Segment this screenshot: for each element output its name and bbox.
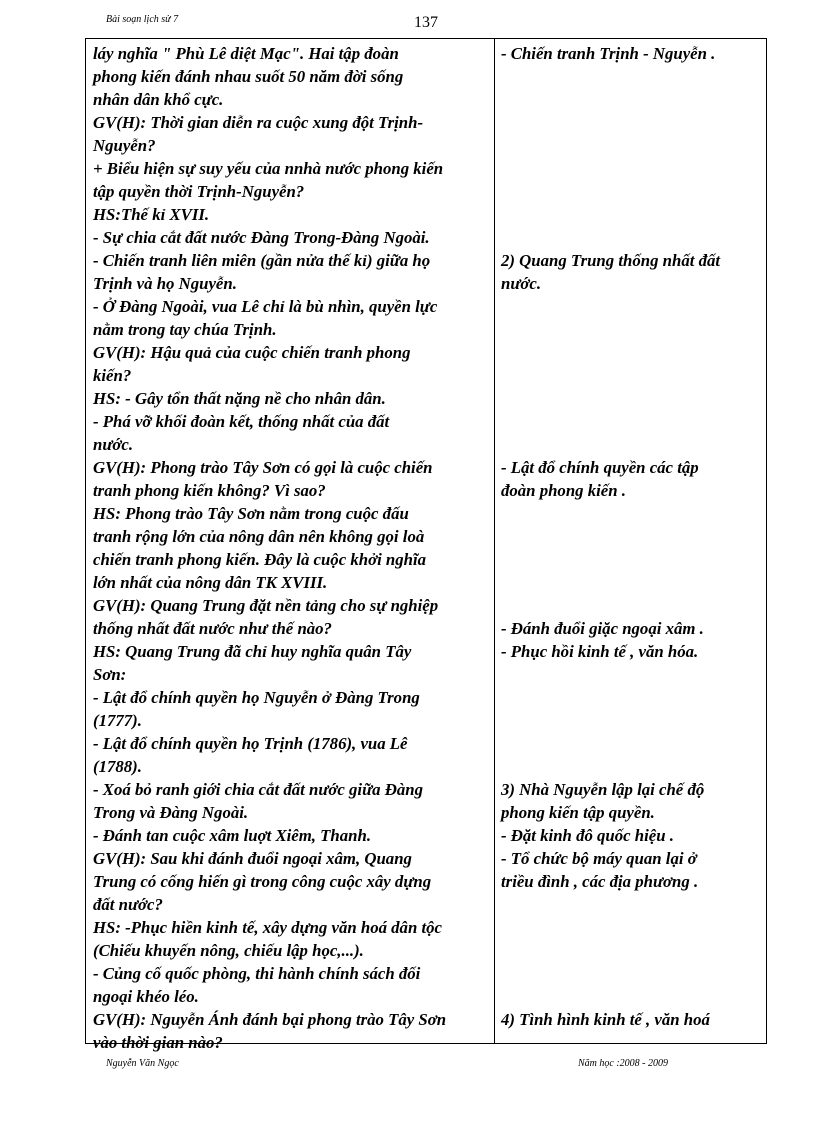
right-text-line: đoàn phong kiến .: [501, 481, 626, 500]
right-text-line: [501, 525, 763, 548]
right-text-line: [501, 939, 763, 962]
left-text-line: HS:Thế kỉ XVII.: [93, 205, 210, 224]
right-text-line: [501, 594, 763, 617]
content-column: [501, 42, 763, 1031]
right-text-line: [501, 157, 763, 180]
left-text-line: nhân dân khổ cực.: [93, 90, 224, 109]
right-text-line: [501, 709, 763, 732]
footer-school-year: Năm học :2008 - 2009: [578, 1058, 668, 1069]
right-text-line: [501, 203, 763, 226]
right-text-line: - Phục hồi kinh tế , văn hóa.: [501, 642, 699, 661]
right-text-line: [501, 341, 763, 364]
left-text-line: GV(H): Sau khi đánh đuổi ngoại xâm, Quang: [93, 849, 412, 868]
right-text-line: 4) Tình hình kinh tế , văn hoá: [501, 1010, 710, 1029]
right-text-line: 2) Quang Trung thống nhất đất: [501, 251, 721, 270]
left-text-line: phong kiến đánh nhau suốt 50 năm đời sống: [93, 67, 404, 86]
right-text-line: - Lật đổ chính quyền các tập: [501, 458, 699, 477]
right-text-line: [501, 433, 763, 456]
left-text-line: Trong và Đàng Ngoài.: [93, 803, 249, 822]
page-number: 137: [414, 14, 438, 31]
left-text-line: HS: - Gây tổn thất nặng nề cho nhân dân.: [93, 389, 386, 408]
left-text-line: GV(H): Hậu quả của cuộc chiến tranh phong: [93, 343, 411, 362]
left-text-line: Trung có cống hiến gì trong công cuộc xây dựng: [93, 872, 432, 891]
left-text-line: GV(H): Quang Trung đặt nền tảng cho sự nghiệp: [93, 596, 439, 615]
left-text-line: Nguyễn?: [93, 136, 156, 155]
left-text-line: vào thời gian nào?: [93, 1033, 223, 1052]
right-text-line: [501, 985, 763, 1008]
left-text-line: Trịnh và họ Nguyễn.: [93, 274, 237, 293]
left-text-line: tranh rộng lớn của nông dân nên không gọi loà: [93, 527, 425, 546]
left-text-line: nước.: [93, 435, 134, 454]
right-text-line: [501, 962, 763, 985]
right-text-line: [501, 318, 763, 341]
right-text-line: nước.: [501, 274, 542, 293]
left-text-line: Sơn:: [93, 665, 127, 684]
right-text-line: [501, 686, 763, 709]
left-text-line: + Biểu hiện sự suy yếu của nnhà nước phong kiến: [93, 159, 444, 178]
right-text-line: - Đánh đuổi giặc ngoại xâm .: [501, 619, 704, 638]
left-text-line: - Đánh tan cuộc xâm luợt Xiêm, Thanh.: [93, 826, 372, 845]
right-text-line: [501, 893, 763, 916]
left-text-line: láy nghĩa " Phù Lê diệt Mạc". Hai tập đoàn: [93, 44, 399, 63]
left-text-line: HS: -Phục hiền kinh tế, xây dựng văn hoá dân tộc: [93, 918, 442, 937]
right-text-line: [501, 387, 763, 410]
right-text-line: 3) Nhà Nguyễn lập lại chế độ: [501, 780, 705, 799]
right-text-line: - Chiến tranh Trịnh - Nguyễn .: [501, 44, 716, 63]
left-text-line: HS: Phong trào Tây Sơn nằm trong cuộc đấu: [93, 504, 409, 523]
right-text-line: [501, 571, 763, 594]
left-text-line: tập quyền thời Trịnh-Nguyễn?: [93, 182, 305, 201]
footer-author: Nguyễn Văn Ngọc: [106, 1058, 179, 1069]
left-text-line: - Củng cố quốc phòng, thi hành chính sách đối: [93, 964, 421, 983]
right-text-line: [501, 295, 763, 318]
left-text-line: GV(H): Nguyễn Ánh đánh bại phong trào Tây Sơn: [93, 1010, 447, 1029]
left-text-line: thống nhất đất nước như thế nào?: [93, 619, 332, 638]
left-text-line: - Phá vỡ khối đoàn kết, thống nhất của đất: [93, 412, 390, 431]
left-text-line: (1777).: [93, 711, 142, 730]
left-text-line: - Lật đổ chính quyền họ Nguyễn ở Đàng Trong: [93, 688, 420, 707]
right-text-line: [501, 134, 763, 157]
left-text-line: GV(H): Phong trào Tây Sơn có gọi là cuộc chiến: [93, 458, 433, 477]
left-text-line: - Sự chia cắt đất nước Đàng Trong-Đàng Ngoài.: [93, 228, 430, 247]
right-text-line: phong kiến tập quyền.: [501, 803, 655, 822]
right-text-line: triều đình , các địa phương .: [501, 872, 699, 891]
right-text-line: [501, 732, 763, 755]
left-text-line: GV(H): Thời gian diễn ra cuộc xung đột Trịnh-: [93, 113, 424, 132]
left-text-line: nằm trong tay chúa Trịnh.: [93, 320, 277, 339]
left-text-line: chiến tranh phong kiến. Đây là cuộc khởi nghĩa: [93, 550, 427, 569]
right-text-line: [501, 226, 763, 249]
left-text-line: - Xoá bỏ ranh giới chia cắt đất nước giữa Đàng: [93, 780, 423, 799]
right-text-line: [501, 111, 763, 134]
left-text-line: - Ở Đàng Ngoài, vua Lê chỉ là bù nhìn, quyền lực: [93, 297, 438, 316]
right-text-line: [501, 502, 763, 525]
left-text-line: đất nước?: [93, 895, 163, 914]
right-text-line: [501, 180, 763, 203]
right-text-line: [501, 364, 763, 387]
right-text-line: [501, 65, 763, 88]
left-text-line: ngoại khéo léo.: [93, 987, 199, 1006]
right-text-line: [501, 410, 763, 433]
right-text-line: - Tổ chức bộ máy quan lại ở: [501, 849, 697, 868]
right-text-line: [501, 755, 763, 778]
right-text-line: [501, 916, 763, 939]
left-text-line: (1788).: [93, 757, 142, 776]
right-text-line: [501, 88, 763, 111]
left-text-line: - Chiến tranh liên miên (gần nửa thế kỉ) giữa họ: [93, 251, 431, 270]
left-text-line: - Lật đổ chính quyền họ Trịnh (1786), vua Lê: [93, 734, 408, 753]
header-subject: Bài soạn lịch sử 7: [106, 14, 179, 25]
left-text-line: lớn nhất của nông dân TK XVIII.: [93, 573, 328, 592]
left-text-line: (Chiếu khuyến nông, chiếu lập học,...).: [93, 941, 364, 960]
right-text-line: - Đặt kinh đô quốc hiệu .: [501, 826, 674, 845]
left-text-line: tranh phong kiến không? Vì sao?: [93, 481, 326, 500]
left-text-line: kiến?: [93, 366, 132, 385]
left-text-line: HS: Quang Trung đã chỉ huy nghĩa quân Tây: [93, 642, 412, 661]
column-divider: [494, 38, 495, 1044]
right-text-line: [501, 663, 763, 686]
teacher-student-column: [93, 42, 493, 1054]
right-text-line: [501, 548, 763, 571]
